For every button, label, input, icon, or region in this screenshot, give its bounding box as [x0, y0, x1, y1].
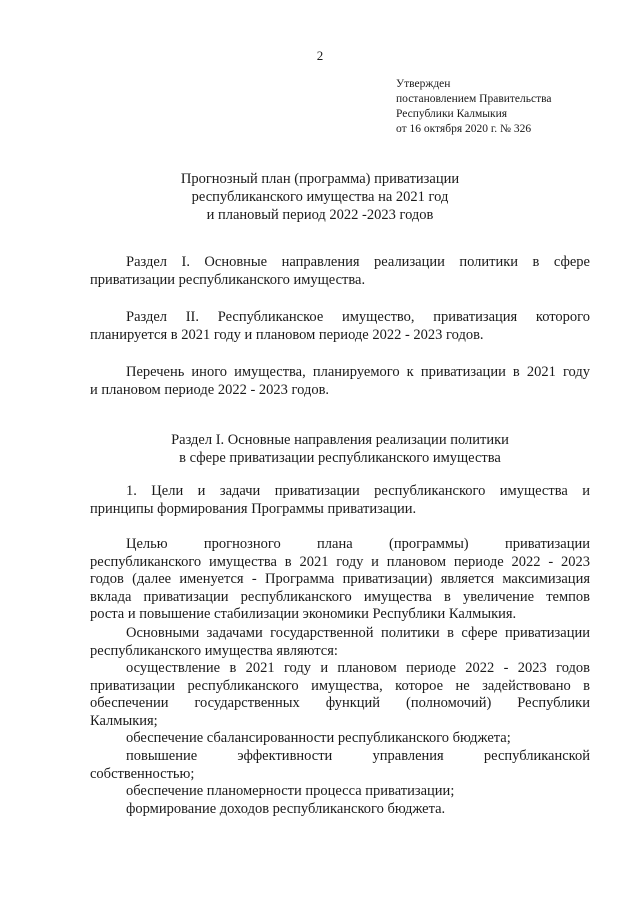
text-line: вклада приватизации республиканского имущества в увеличение темпов — [90, 588, 590, 605]
document-title — [0, 170, 640, 224]
text-line: годов (далее именуется - Программа приватизации) является максимизация — [90, 571, 590, 587]
text-line: Раздел II. Республиканское имущество, приватизация которого — [126, 309, 590, 325]
text-line: планируется в 2021 году и плановом периоде 2022 - 2023 годов. — [90, 326, 484, 343]
approval-line: Утвержден — [396, 78, 451, 90]
task-item-5 — [90, 801, 590, 819]
text-line: республиканского имущества в 2021 году и плановом периоде 2022 - 2023 — [90, 553, 590, 570]
approval-stamp — [396, 77, 552, 137]
task-item-3 — [90, 748, 590, 783]
title-line: и плановый период 2022 -2023 годов — [206, 207, 434, 223]
text-line: и плановом периоде 2022 - 2023 годов. — [90, 381, 330, 398]
text-line: Перечень иного имущества, планируемого к приватизации в 2021 году — [126, 364, 590, 380]
heading-line: в сфере приватизации республиканского имущества — [179, 449, 501, 466]
text-line: собственностью; — [90, 765, 195, 782]
purpose-paragraph — [90, 536, 590, 624]
text-line: повышение эффективности управления республиканской — [126, 748, 590, 764]
text-line: обеспечение сбалансированности республиканского бюджета; — [126, 730, 511, 746]
text-line: Раздел I. Основные направления реализации политики в сфере — [126, 254, 590, 270]
title-line: Прогнозный план (программа) приватизации — [180, 171, 460, 187]
approval-line: Республики Калмыкия — [396, 108, 508, 120]
task-item-2 — [90, 730, 590, 748]
text-line: Основными задачами государственной политики в сфере приватизации — [126, 625, 590, 641]
text-line: обеспечение планомерности процесса приватизации; — [126, 783, 455, 799]
text-line: приватизации республиканского имущества. — [90, 271, 366, 288]
page-number: 2 — [316, 48, 324, 63]
subsection-heading — [90, 483, 590, 518]
tasks-intro-paragraph — [90, 625, 590, 660]
approval-line: постановлением Правительства — [396, 93, 552, 105]
heading-line: Раздел I. Основные направления реализации политики — [171, 432, 509, 448]
task-item-4 — [90, 783, 590, 801]
text-line: приватизации республиканского имущества, которое не задействовано в — [90, 677, 590, 694]
contents-item-1 — [90, 254, 590, 289]
text-line: осуществление в 2021 году и плановом периоде 2022 - 2023 годов — [126, 660, 590, 676]
text-line: роста и повышение стабилизации экономики Республики Калмыкия. — [90, 606, 517, 622]
text-line: формирование доходов республиканского бюджета. — [126, 801, 446, 817]
approval-line: от 16 октября 2020 г. № 326 — [396, 123, 532, 135]
text-line: республиканского имущества являются: — [90, 642, 338, 659]
contents-item-3 — [90, 364, 590, 399]
task-item-1 — [90, 660, 590, 730]
section-heading — [90, 432, 590, 467]
text-line: 1. Цели и задачи приватизации республиканского имущества и — [126, 483, 590, 499]
title-line: республиканского имущества на 2021 год — [191, 189, 449, 205]
text-line: обеспечении государственных функций (полномочий) Республики — [90, 695, 590, 711]
text-line: Калмыкия; — [90, 712, 158, 729]
text-line: принципы формирования Программы приватизации. — [90, 500, 417, 517]
text-line: Целью прогнозного плана (программы) приватизации — [126, 536, 590, 552]
contents-item-2 — [90, 309, 590, 344]
